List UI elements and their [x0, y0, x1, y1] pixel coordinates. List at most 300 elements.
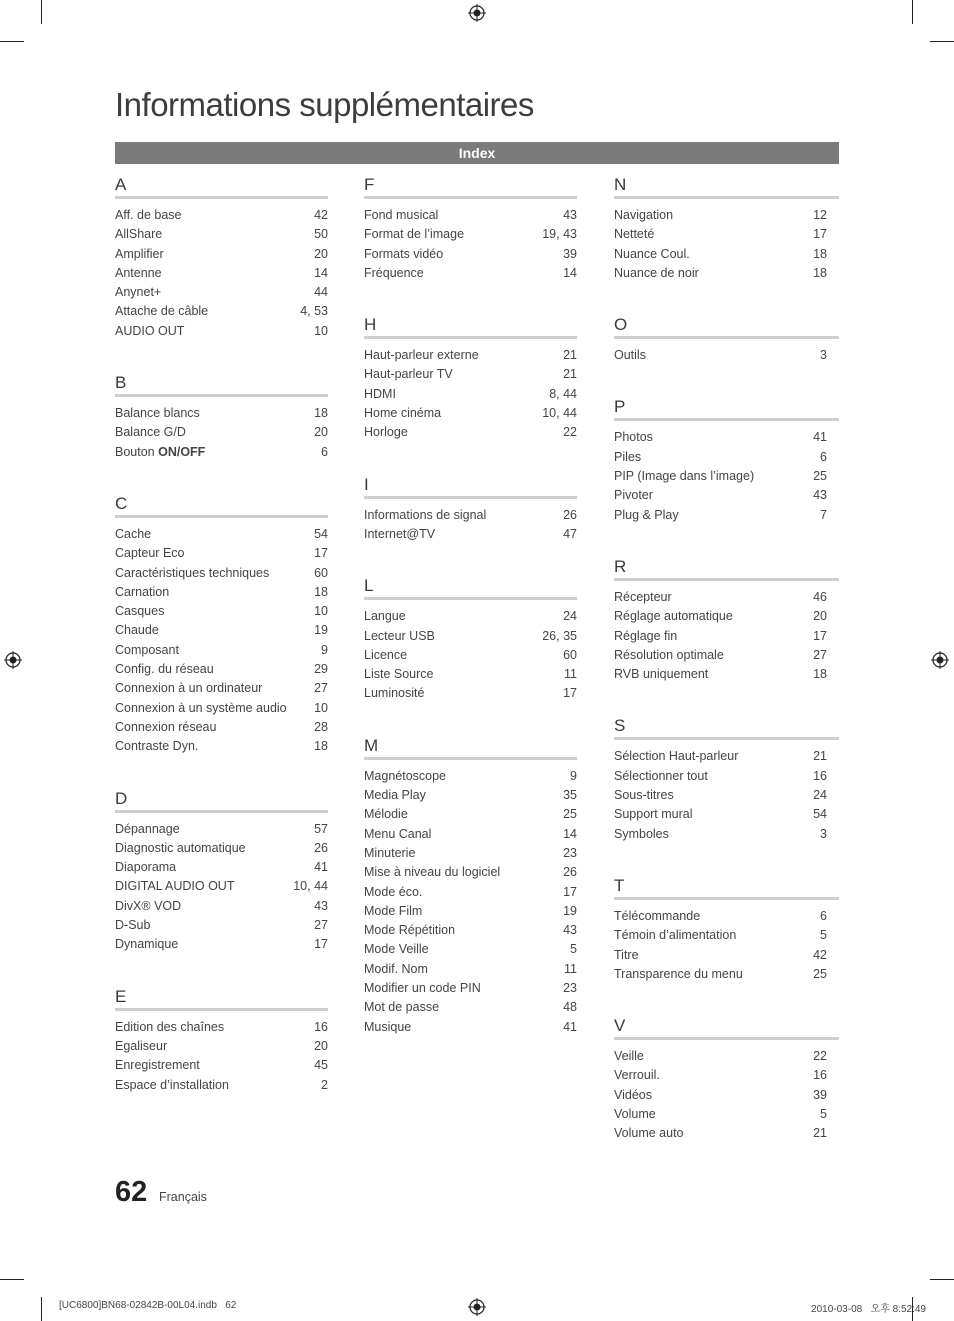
index-entry — [364, 921, 577, 940]
index-entry — [614, 245, 827, 264]
index-entry — [115, 641, 328, 660]
entry-page: 39 — [563, 246, 577, 261]
index-entry — [614, 825, 827, 844]
entry-term — [614, 467, 754, 486]
index-entry — [364, 206, 577, 225]
index-entry — [115, 820, 328, 839]
index-entry — [115, 1056, 328, 1075]
index-entry — [364, 767, 577, 786]
index-entry — [115, 264, 328, 283]
entry-page: 60 — [563, 647, 577, 662]
entry-term-text: Minuterie — [364, 845, 416, 860]
index-entry — [115, 718, 328, 737]
section-letter: N — [614, 174, 839, 199]
index-entry — [115, 583, 328, 602]
index-banner: Index — [115, 142, 839, 164]
entry-page: 57 — [314, 821, 328, 836]
entry-term-text: Sélection Haut-parleur — [614, 749, 739, 764]
index-entry — [364, 665, 577, 684]
entry-page: 24 — [813, 788, 827, 803]
index-entry — [364, 786, 577, 805]
index-entry — [115, 564, 328, 583]
index-entry — [614, 467, 827, 486]
entry-page: 5 — [570, 942, 577, 957]
entry-term-text: Titre — [614, 947, 639, 962]
entry-term — [115, 916, 150, 935]
entry-term-text: Mot de passe — [364, 1000, 440, 1015]
index-entry — [115, 1018, 328, 1037]
entry-page: 16 — [813, 1068, 827, 1083]
index-entry — [364, 506, 577, 525]
entry-term — [115, 679, 262, 698]
index-entry — [614, 747, 827, 766]
entry-term-text: Enregistrement — [115, 1058, 200, 1073]
entry-page: 19 — [314, 623, 328, 638]
entry-page: 17 — [314, 937, 328, 952]
crop-mark — [41, 0, 42, 24]
entry-term-text: Composant — [115, 642, 179, 657]
entry-term-text: Aff. de base — [115, 208, 182, 222]
entry-term — [115, 1076, 229, 1095]
entry-page: 21 — [813, 749, 827, 764]
section-letter: L — [364, 575, 577, 600]
entry-term — [364, 404, 441, 423]
entry-term-text: Sous-titres — [614, 788, 674, 803]
entry-page: 17 — [813, 227, 827, 242]
entry-term — [115, 1037, 167, 1056]
entry-term — [115, 839, 246, 858]
entry-page: 41 — [813, 430, 827, 445]
index-entry — [115, 916, 328, 935]
entry-term — [115, 621, 159, 640]
entry-term — [614, 264, 699, 283]
entry-term — [364, 365, 453, 384]
entry-term — [364, 627, 435, 646]
entry-term — [614, 486, 653, 505]
index-section-e — [115, 986, 328, 1095]
entry-page: 28 — [314, 719, 328, 734]
entry-term-text: Connexion à un ordinateur — [115, 681, 263, 696]
entry-term-text: Horloge — [364, 425, 408, 440]
entry-page: 26 — [563, 865, 577, 880]
index-entry — [614, 965, 827, 984]
entry-term-text: HDMI — [364, 386, 396, 401]
entry-term — [364, 998, 439, 1017]
index-entry — [115, 245, 328, 264]
index-entry — [364, 607, 577, 626]
entry-term-text: AllShare — [115, 227, 163, 242]
entry-page: 26 — [314, 840, 328, 855]
entry-term-text: Dépannage — [115, 821, 180, 836]
index-entry — [614, 665, 827, 684]
entry-page: 8, 44 — [549, 386, 577, 401]
index-section-l — [364, 575, 577, 703]
entry-page: 54 — [813, 807, 827, 822]
entry-term-text: Caractéristiques techniques — [115, 565, 270, 580]
index-entry — [115, 1076, 328, 1095]
index-entry — [115, 897, 328, 916]
entry-term — [364, 786, 426, 805]
entry-page: 11 — [564, 667, 577, 682]
entry-page: 20 — [314, 246, 328, 261]
index-entry — [364, 998, 577, 1017]
entry-term — [614, 1066, 660, 1085]
entry-page: 5 — [820, 1107, 827, 1122]
entry-term-text: Récepteur — [614, 589, 672, 604]
entry-page: 3 — [820, 826, 827, 841]
entry-term — [115, 641, 179, 660]
entry-term — [115, 525, 151, 544]
entry-term — [614, 607, 733, 626]
entry-term — [115, 245, 164, 264]
crop-mark — [0, 41, 24, 42]
entry-term-text: Sélectionner tout — [614, 768, 708, 783]
index-entry — [614, 506, 827, 525]
entry-term-text: Support mural — [614, 807, 693, 822]
entry-term-text: Chaude — [115, 623, 159, 638]
index-entry — [115, 660, 328, 679]
entry-page: 21 — [563, 367, 577, 382]
index-entry — [364, 979, 577, 998]
entry-term — [115, 583, 169, 602]
index-entry — [364, 940, 577, 959]
index-section-n — [614, 174, 827, 283]
entry-page: 23 — [563, 981, 577, 996]
entry-term-text: Media Play — [364, 788, 426, 803]
entry-page: 25 — [813, 469, 827, 484]
entry-page: 21 — [563, 348, 577, 363]
entry-term-text: DivX® VOD — [115, 898, 182, 913]
entry-page: 54 — [314, 526, 328, 541]
entry-term-text: Informations de signal — [364, 507, 487, 522]
index-section-s — [614, 715, 827, 843]
entry-term-text: Veille — [614, 1049, 644, 1064]
entry-term — [614, 786, 674, 805]
index-section-v — [614, 1015, 827, 1143]
index-entry — [364, 385, 577, 404]
page-number: 62 — [115, 1176, 148, 1208]
index-section-i — [364, 474, 577, 545]
index-entry — [614, 1047, 827, 1066]
section-letter: V — [614, 1015, 839, 1040]
entry-term-bold: ON/OFF — [158, 444, 206, 459]
entry-term — [115, 443, 205, 462]
index-column-3 — [614, 174, 827, 1175]
entry-page: 18 — [813, 246, 827, 261]
index-section-h — [364, 314, 577, 442]
index-entry — [364, 225, 577, 244]
entry-term — [364, 225, 464, 244]
entry-term — [364, 1018, 411, 1037]
index-section-m — [364, 735, 577, 1037]
entry-term — [614, 225, 654, 244]
entry-term-text: Mode Répétition — [364, 923, 456, 938]
index-entry — [115, 699, 328, 718]
index-entry — [614, 588, 827, 607]
entry-term — [614, 206, 673, 225]
index-section-t — [614, 875, 827, 984]
entry-page: 25 — [563, 807, 577, 822]
entry-page: 21 — [813, 1126, 827, 1141]
entry-page: 17 — [813, 628, 827, 643]
entry-term-text: Mode Film — [364, 903, 423, 918]
entry-page: 20 — [314, 1038, 328, 1053]
entry-page: 16 — [813, 768, 827, 783]
entry-page: 18 — [314, 584, 328, 599]
entry-term-text: Transparence du menu — [614, 966, 743, 981]
entry-page: 35 — [563, 788, 577, 803]
entry-term — [614, 946, 639, 965]
index-entry — [614, 428, 827, 447]
entry-page: 12 — [813, 208, 827, 222]
entry-page: 50 — [314, 227, 328, 242]
entry-page: 43 — [314, 898, 328, 913]
entry-page: 14 — [563, 826, 577, 841]
entry-term-text: Connexion réseau — [115, 719, 217, 734]
entry-term — [115, 322, 184, 341]
index-entry — [115, 283, 328, 302]
entry-term-text: Luminosité — [364, 686, 425, 701]
entry-page: 43 — [563, 923, 577, 938]
section-letter: R — [614, 556, 839, 581]
print-slug-file: [UC6800]BN68-02842B-00L04.indb 62 — [59, 1300, 237, 1311]
index-entry — [614, 926, 827, 945]
entry-term-text: Espace d’installation — [115, 1077, 229, 1092]
index-entry — [115, 679, 328, 698]
index-section-o — [614, 314, 827, 365]
entry-page: 18 — [813, 265, 827, 280]
entry-term — [364, 646, 407, 665]
entry-term-text: Langue — [364, 609, 406, 624]
entry-term-text: Balance G/D — [115, 425, 186, 440]
entry-term-text: DIGITAL AUDIO OUT — [115, 879, 235, 894]
entry-page: 7 — [820, 507, 827, 522]
entry-page: 43 — [563, 208, 577, 222]
entry-term — [115, 544, 184, 563]
entry-term-text: Antenne — [115, 265, 162, 280]
entry-term-text: Fond musical — [364, 208, 439, 222]
entry-term-text: Magnétoscope — [364, 768, 447, 783]
entry-page: 45 — [314, 1058, 328, 1073]
index-section-b — [115, 372, 328, 462]
entry-page: 6 — [820, 908, 827, 923]
index-entry — [115, 839, 328, 858]
entry-term-text: Nuance de noir — [614, 265, 699, 280]
entry-page: 9 — [570, 768, 577, 783]
entry-term — [364, 607, 406, 626]
index-entry — [364, 684, 577, 703]
entry-term — [115, 302, 208, 321]
entry-term-text: Résolution optimale — [614, 647, 724, 662]
index-entry — [115, 423, 328, 442]
entry-page: 43 — [813, 488, 827, 503]
index-entry — [614, 907, 827, 926]
entry-term-text: Symboles — [614, 826, 669, 841]
index-entry — [614, 486, 827, 505]
entry-page: 10 — [314, 700, 328, 715]
index-entry — [115, 935, 328, 954]
section-letter: S — [614, 715, 839, 740]
entry-term-text: PIP (Image dans l’image) — [614, 469, 755, 484]
entry-page: 19 — [563, 903, 577, 918]
entry-page: 17 — [563, 884, 577, 899]
crop-mark — [41, 1297, 42, 1321]
entry-page: 41 — [563, 1019, 577, 1034]
entry-page: 10, 44 — [293, 879, 328, 894]
entry-term-text: Mode éco. — [364, 884, 423, 899]
index-entry — [364, 245, 577, 264]
section-letter: B — [115, 372, 328, 397]
entry-term-text: Navigation — [614, 208, 674, 222]
index-entry — [115, 877, 328, 896]
index-entry — [115, 322, 328, 341]
index-entry — [115, 443, 328, 462]
entry-term-text: D-Sub — [115, 918, 151, 933]
index-entry — [115, 1037, 328, 1056]
entry-term-text: Musique — [364, 1019, 412, 1034]
entry-page: 6 — [321, 444, 328, 459]
entry-page: 18 — [314, 406, 328, 421]
crop-mark — [930, 41, 954, 42]
entry-term — [614, 805, 693, 824]
index-entry — [614, 1124, 827, 1143]
entry-page: 60 — [314, 565, 328, 580]
entry-page: 27 — [813, 647, 827, 662]
entry-page: 41 — [314, 860, 328, 875]
entry-term — [364, 684, 424, 703]
entry-page: 3 — [820, 348, 827, 363]
entry-term-text: Licence — [364, 647, 408, 662]
entry-term — [115, 877, 234, 896]
entry-term — [364, 264, 424, 283]
entry-page: 44 — [314, 285, 328, 300]
entry-term-text: Modif. Nom — [364, 961, 428, 976]
entry-term-text: Contraste Dyn. — [115, 739, 199, 754]
entry-term — [614, 1124, 684, 1143]
entry-term-text: Diaporama — [115, 860, 177, 875]
entry-page: 20 — [314, 425, 328, 440]
page-title: Informations supplémentaires — [115, 86, 534, 123]
entry-page: 4, 53 — [300, 304, 328, 319]
index-entry — [364, 365, 577, 384]
index-entry — [364, 264, 577, 283]
entry-term — [364, 902, 422, 921]
entry-term — [115, 283, 161, 302]
entry-page: 22 — [563, 425, 577, 440]
entry-term-text: Capteur Eco — [115, 546, 185, 561]
index-section-p — [614, 396, 827, 524]
entry-term-text: Home cinéma — [364, 406, 442, 421]
entry-term-text: Haut-parleur externe — [364, 348, 479, 363]
section-letter: E — [115, 986, 328, 1011]
entry-term-text: Volume auto — [614, 1126, 684, 1141]
entry-term — [115, 935, 178, 954]
index-entry — [115, 544, 328, 563]
entry-term-text: Carnation — [115, 584, 170, 599]
entry-page: 42 — [813, 947, 827, 962]
entry-page: 29 — [314, 662, 328, 677]
index-entry — [614, 1066, 827, 1085]
section-letter: D — [115, 788, 328, 813]
index-entry — [364, 646, 577, 665]
entry-term — [614, 646, 724, 665]
index-entry — [614, 805, 827, 824]
index-section-f — [364, 174, 577, 283]
entry-term-text: Casques — [115, 604, 165, 619]
entry-term — [364, 960, 428, 979]
entry-term-text: Dynamique — [115, 937, 179, 952]
entry-term-text: Config. du réseau — [115, 662, 214, 677]
index-entry — [364, 902, 577, 921]
entry-page: 18 — [813, 667, 827, 682]
entry-term — [115, 564, 269, 583]
entry-page: 27 — [314, 918, 328, 933]
entry-term-text: Photos — [614, 430, 653, 445]
entry-term-text: Piles — [614, 449, 642, 464]
entry-term-text: Modifier un code PIN — [364, 981, 481, 996]
entry-term — [614, 448, 641, 467]
entry-term-text: Format de l’image — [364, 227, 465, 242]
index-entry — [364, 404, 577, 423]
index-entry — [364, 346, 577, 365]
index-column-2 — [364, 174, 577, 1068]
entry-term — [614, 627, 677, 646]
index-entry — [614, 225, 827, 244]
index-entry — [364, 825, 577, 844]
index-entry — [115, 737, 328, 756]
entry-page: 42 — [314, 208, 328, 222]
crop-mark — [930, 1279, 954, 1280]
print-slug-date: 2010-03-08 오후 8:52:49 — [811, 1304, 926, 1315]
entry-term-text: Balance blancs — [115, 406, 200, 421]
registration-mark-icon — [931, 651, 949, 669]
index-entry — [614, 767, 827, 786]
section-letter: A — [115, 174, 328, 199]
section-letter: M — [364, 735, 577, 760]
entry-term — [115, 660, 214, 679]
entry-page: 48 — [563, 1000, 577, 1015]
entry-page: 20 — [813, 609, 827, 624]
index-entry — [614, 1105, 827, 1124]
section-letter: O — [614, 314, 839, 339]
entry-term — [614, 907, 700, 926]
index-entry — [115, 404, 328, 423]
section-letter: H — [364, 314, 577, 339]
index-section-d — [115, 788, 328, 955]
entry-term — [364, 525, 435, 544]
entry-page: 11 — [564, 961, 577, 976]
entry-term — [614, 346, 646, 365]
entry-page: 19, 43 — [542, 227, 577, 242]
index-entry — [364, 805, 577, 824]
entry-term — [115, 206, 182, 225]
entry-page: 27 — [314, 681, 328, 696]
index-entry — [614, 786, 827, 805]
page-language: Français — [159, 1190, 207, 1204]
entry-term — [115, 404, 200, 423]
crop-mark — [0, 1279, 24, 1280]
entry-term-text: Connexion à un système audio — [115, 700, 287, 715]
section-letter: C — [115, 493, 328, 518]
entry-term-text: Cache — [115, 526, 152, 541]
entry-term — [614, 1047, 644, 1066]
entry-term — [364, 423, 408, 442]
entry-term — [364, 245, 443, 264]
section-letter: P — [614, 396, 839, 421]
index-entry — [614, 627, 827, 646]
entry-term — [115, 1018, 224, 1037]
entry-term — [614, 1105, 656, 1124]
